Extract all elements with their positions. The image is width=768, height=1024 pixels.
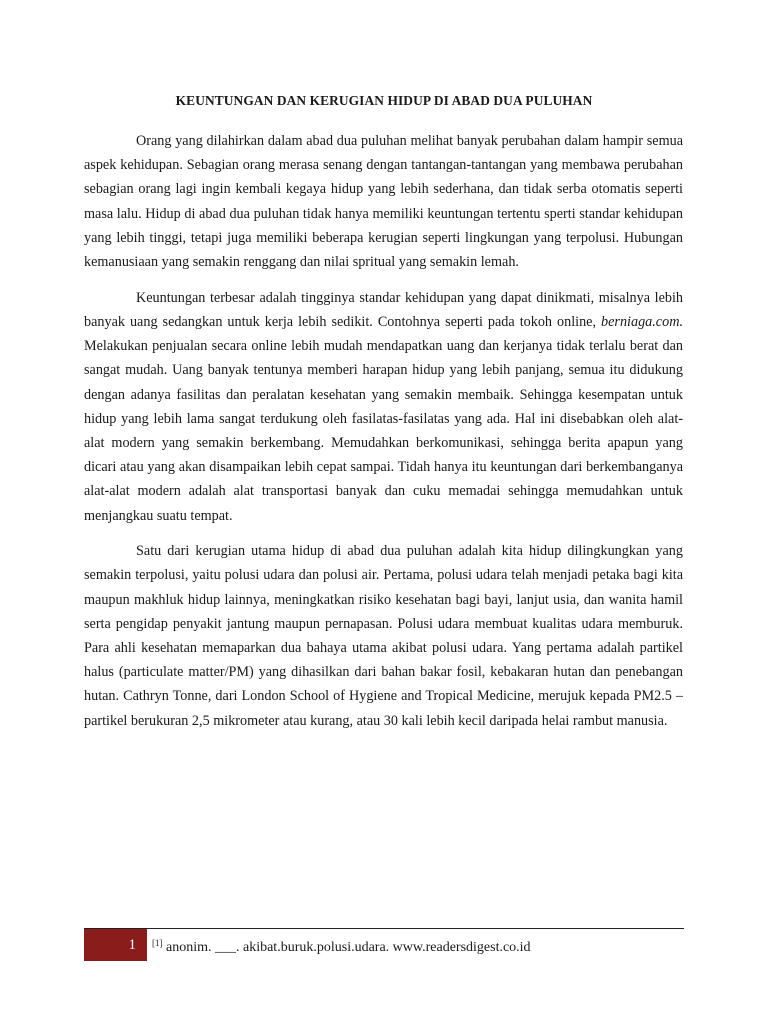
footnote-text: anonim. ___. akibat.buruk.polusi.udara. www.readersdigest.co.id <box>162 940 531 955</box>
paragraph-disadvantages: Satu dari kerugian utama hidup di abad dua puluhan adalah kita hidup dilingkungkan yang semakin terpolusi, yaitu polusi udara dan polusi air. Pertama, polusi udara telah menjadi petaka bagi kita maupun makhluk hidup lainnya, meningkatkan risiko kesehatan bagi bayi, lanjut usia, dan wanita hamil serta pengidap penyakit jantung maupun pernapasan. Polusi udara membuat kualitas udara memburuk. Para ahli kesehatan memaparkan dua bahaya utama akibat polusi udara. Yang pertama adalah partikel halus (particulate matter/PM) yang dihasilkan dari bahan bakar fosil, kebakaran hutan dan penebangan hutan. Cathryn Tonne, dari London School of Hygiene and Tropical Medicine, merujuk kepada PM2.5 – partikel berukuran 2,5 mikrometer atau kurang, atau 30 kali lebih kecil daripada helai rambut manusia. <box>84 543 683 729</box>
document-title: KEUNTUNGAN DAN KERUGIAN HIDUP DI ABAD DUA PULUHAN <box>175 93 593 108</box>
footer-divider <box>84 928 684 929</box>
footnote <box>152 934 531 957</box>
paragraph-advantages <box>84 286 683 528</box>
page-number: 1 <box>128 937 136 953</box>
paragraph-intro: Orang yang dilahirkan dalam abad dua puluhan melihat banyak perubahan dalam hampir semua aspek kehidupan. Sebagian orang merasa senang dengan tantangan-tantangan yang membawa perubahan sebagian orang lagi ingin kembali kegaya hidup yang lebih sederhana, dan tidak serba otomatis seperti masa lalu. Hidup di abad dua puluhan tidak hanya memiliki keuntungan tertentu sperti standar kehidupan yang lebih tinggi, tetapi juga memiliki beberapa kerugian seperti lingkungan yang terpolusi. Hubungan kemanusiaan yang semakin renggang dan nilai spritual yang semakin lemah. <box>84 133 683 271</box>
paragraph-advantages-text-start: Keuntungan terbesar adalah tingginya standar kehidupan yang dapat dinikmati, misalnya lebih banyak uang sedangkan untuk kerja lebih sedikit. Contohnya seperti pada tokoh online, <box>84 289 683 330</box>
page-number-box <box>84 929 147 961</box>
footnote-marker: [1] <box>152 938 163 948</box>
website-reference: berniaga.com. <box>601 313 683 330</box>
paragraph-advantages-text-end: Melakukan penjualan secara online lebih mudah mendapatkan uang dan kerjanya tidak terlalu berat dan sangat mudah. Uang banyak tentunya memberi harapan hidup yang lebih panjang, semua itu didukung dengan adanya fasilitas dan peralatan kesehatan yang semakin membaik. Sehingga kesempatan untuk hidup yang lebih lama sangat terdukung oleh fasilatas-fasilatas yang ada. Hal ini disebabkan oleh alat-alat modern yang semakin berkembang. Memudahkan berkomunikasi, sehingga berita apapun yang dicari atau yang akan disampaikan lebih cepat sampai. Tidah hanya itu keuntungan dari berkembanganya alat-alat modern adalah alat transportasi banyak dan cuku memadai sehingga memudahkan untuk menjangkau suatu tempat. <box>84 338 683 524</box>
document-body <box>84 129 683 744</box>
